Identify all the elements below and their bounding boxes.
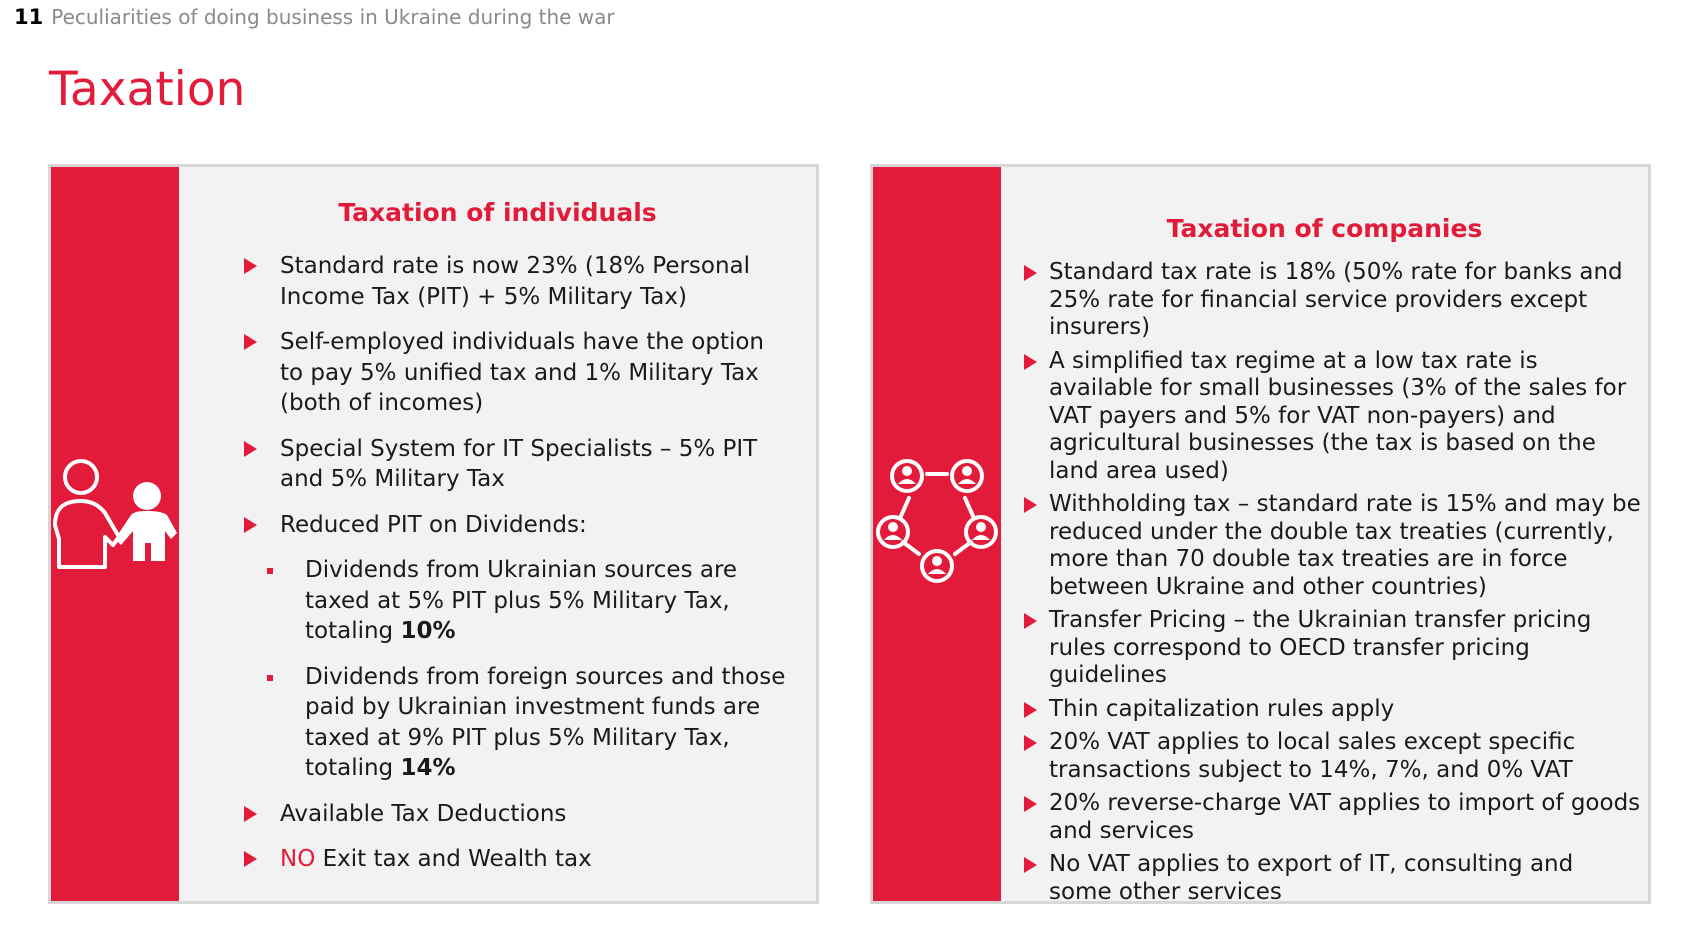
slide-header	[14, 2, 615, 32]
individuals-list	[241, 251, 791, 890]
header-subtitle: Peculiarities of doing business in Ukraine during the war	[51, 5, 615, 29]
list-item: 20% VAT applies to local sales except specific transactions subject to 14%, 7%, and 0% VAT	[1023, 729, 1643, 784]
bullet-icon	[1024, 796, 1037, 812]
bullet-icon	[244, 806, 257, 822]
list-item: 20% reverse-charge VAT applies to import of goods and services	[1023, 790, 1643, 845]
sub-list-item: Dividends from Ukrainian sources are taxed at 5% PIT plus 5% Military Tax, totaling 10%	[241, 555, 791, 647]
bullet-icon	[244, 851, 257, 867]
bullet-icon	[244, 517, 257, 533]
list-item: A simplified tax regime at a low tax rate is available for small businesses (3% of the sales for VAT payers and 5% for VAT non-payers) and agricultural businesses (the tax is based on the land area used)	[1023, 348, 1643, 486]
list-item: Special System for IT Specialists – 5% PIT and 5% Military Tax	[241, 434, 791, 495]
bullet-icon	[1024, 857, 1037, 873]
bullet-icon	[244, 258, 257, 274]
list-item: Available Tax Deductions	[241, 799, 791, 830]
individuals-title: Taxation of individuals	[338, 198, 657, 227]
bullet-icon	[244, 334, 257, 350]
page-title: Taxation	[49, 62, 246, 117]
companies-red-band	[873, 167, 1001, 901]
list-item: No VAT applies to export of IT, consulting and some other services	[1023, 851, 1643, 906]
square-bullet-icon	[267, 675, 273, 681]
business-network-icon	[873, 454, 1001, 586]
list-item: Withholding tax – standard rate is 15% and may be reduced under the double tax treaties (currently, more than 70 double tax treaties are in force between Ukraine and other countries)	[1023, 491, 1643, 601]
companies-list	[1023, 259, 1643, 912]
adult-and-child-icon	[51, 459, 179, 583]
bullet-icon	[1024, 735, 1037, 751]
bullet-icon	[244, 441, 257, 457]
list-item: NO Exit tax and Wealth tax	[241, 844, 791, 875]
no-label: NO	[280, 846, 316, 872]
bullet-icon	[1024, 497, 1037, 513]
individuals-panel	[48, 164, 819, 904]
page-number: 11	[14, 5, 44, 29]
individuals-red-band	[51, 167, 179, 901]
list-item: Thin capitalization rules apply	[1023, 696, 1643, 724]
list-item: Self-employed individuals have the option to pay 5% unified tax and 1% Military Tax (both of incomes)	[241, 327, 791, 419]
bullet-icon	[1024, 613, 1037, 629]
companies-panel	[870, 164, 1651, 904]
bullet-icon	[1024, 265, 1037, 281]
list-item: Standard tax rate is 18% (50% rate for banks and 25% rate for financial service providers except insurers)	[1023, 259, 1643, 342]
sub-list-item: Dividends from foreign sources and those paid by Ukrainian investment funds are taxed at 9% PIT plus 5% Military Tax, totaling 14%	[241, 662, 791, 784]
bullet-icon	[1024, 702, 1037, 718]
list-item: Standard rate is now 23% (18% Personal Income Tax (PIT) + 5% Military Tax)	[241, 251, 791, 312]
bullet-icon	[1024, 354, 1037, 370]
companies-title: Taxation of companies	[1166, 214, 1483, 243]
list-item: Transfer Pricing – the Ukrainian transfer pricing rules correspond to OECD transfer pricing guidelines	[1023, 607, 1643, 690]
list-item: Reduced PIT on Dividends:	[241, 510, 791, 541]
square-bullet-icon	[267, 568, 273, 574]
